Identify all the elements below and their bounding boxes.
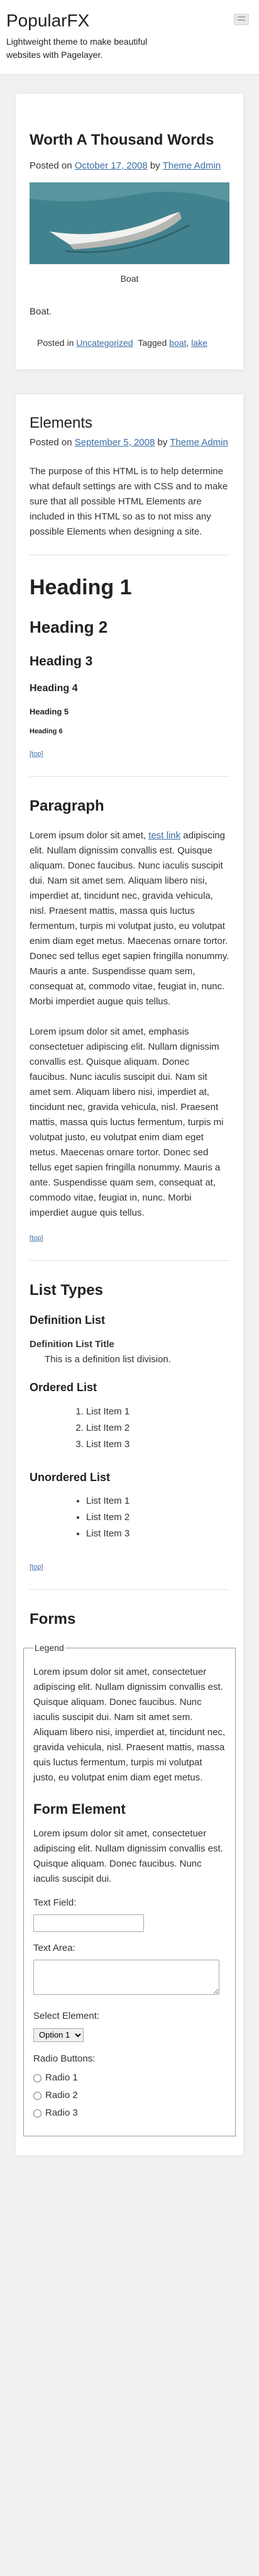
forms-heading: Forms <box>30 1611 76 1628</box>
category-link[interactable]: Uncategorized <box>76 338 133 348</box>
list-item: 1. List Item 1 <box>86 1404 229 1419</box>
radio-icon <box>33 2109 41 2118</box>
post-author-link[interactable]: Theme Admin <box>170 436 228 448</box>
radio-option-3[interactable]: Radio 3 <box>33 2106 226 2121</box>
paragraph-2: Lorem ipsum dolor sit amet, emphasis consectetuer adipiscing elit. Nullam dignissim convallis est. Quisque aliquam. Donec faucibus. Nunc iaculis suscipit dui. Nam sit amet sem. Aliquam libero nisi, imperdiet at, tincidunt nec, gravida vehicula, nisl. Praesent mattis, massa quis luctus fermentum, turpis mi volutpat justo, eu volutpat enim diam eget metus. Maecenas ornare tortor. Donec sed tellus eget sapien fringilla nonummy. Mauris a ante. Suspendisse quam sem, consequat at, commodo vitae, feugiat in, nunc. Morbi imperdiet augue quis tellus. <box>30 1026 224 1218</box>
intro-paragraph: The purpose of this HTML is to help determine what default settings are with CSS and to make sure that all possible HTML Elements are included in this HTML so as to not miss any possible Elements when designing a site. <box>30 465 228 537</box>
ordered-list <box>30 1404 229 1452</box>
list-item: 3. List Item 3 <box>86 1437 229 1452</box>
post-date-link[interactable]: October 17, 2008 <box>74 160 148 171</box>
list-types-heading: List Types <box>30 1281 103 1299</box>
heading-3: Heading 3 <box>30 653 93 669</box>
list-item: • List Item 1 <box>86 1494 229 1509</box>
list-item: • List Item 2 <box>86 1510 229 1525</box>
top-link[interactable]: [top] <box>30 1234 43 1242</box>
select-element[interactable] <box>33 2028 84 2042</box>
select-element-label: Select Element: <box>33 2011 100 2022</box>
radio-icon <box>33 2092 41 2100</box>
post-meta: Posted on October 17, 2008 by Theme Admin <box>30 160 221 171</box>
site-tagline: Lightweight theme to make beautiful websites with Pagelayer. <box>6 36 148 60</box>
ordered-list-heading: Ordered List <box>30 1380 97 1394</box>
heading-2: Heading 2 <box>30 618 108 637</box>
list-item: • List Item 3 <box>86 1526 229 1541</box>
boat-image <box>30 182 229 264</box>
site-title[interactable]: PopularFX <box>6 11 90 30</box>
text-field-input[interactable] <box>33 1914 144 1932</box>
post-author-link[interactable]: Theme Admin <box>162 160 221 171</box>
top-link[interactable]: [top] <box>30 750 43 758</box>
definition-description: This is a definition list division. <box>45 1353 171 1365</box>
post-title[interactable]: Worth A Thousand Words <box>30 131 214 148</box>
post-elements <box>16 394 243 2156</box>
image-caption: Boat <box>120 273 139 284</box>
radio-option-2[interactable]: Radio 2 <box>33 2088 226 2103</box>
legend-paragraph: Lorem ipsum dolor sit amet, consectetuer adipiscing elit. Nullam dignissim convallis est. Quisque aliquam. Donec faucibus. Nunc iaculis suscipit dui. Nam sit amet sem. Aliquam libero nisi, imperdiet at, tincidunt nec, gravida vehicula, nisl. Praesent mattis, massa quis luctus fermentum, turpis mi volutpat justo, eu volutpat enim diam eget metus. <box>33 1667 226 1784</box>
menu-toggle-button[interactable] <box>234 14 249 25</box>
radio-buttons-label: Radio Buttons: <box>33 2053 96 2065</box>
form-element-paragraph: Lorem ipsum dolor sit amet, consectetuer adipiscing elit. Nullam dignissim convallis est. Quisque aliquam. Donec faucibus. Nunc iaculis suscipit dui. <box>33 1828 223 1885</box>
post-footer: Posted in Uncategorized Tagged boat, lake <box>37 338 207 348</box>
text-field-label: Text Field: <box>33 1897 77 1909</box>
heading-4: Heading 4 <box>30 683 78 694</box>
unordered-list-heading: Unordered List <box>30 1470 111 1484</box>
tag-link-lake[interactable]: lake <box>191 338 207 348</box>
main-content <box>0 75 259 2156</box>
radio-icon <box>33 2074 41 2082</box>
post-meta: Posted on September 5, 2008 by Theme Admin <box>30 436 228 448</box>
text-area-input[interactable] <box>33 1960 219 1995</box>
heading-1: Heading 1 <box>30 575 132 599</box>
divider <box>30 776 229 777</box>
post-date-link[interactable]: September 5, 2008 <box>74 436 155 448</box>
definition-title: Definition List Title <box>30 1338 114 1350</box>
form-fieldset <box>23 1641 236 2137</box>
site-header <box>0 0 259 75</box>
post-title[interactable]: Elements <box>30 414 93 431</box>
divider <box>30 1260 229 1261</box>
form-element-heading: Form Element <box>33 1801 126 1818</box>
radio-option-1[interactable]: Radio 1 <box>33 2070 226 2085</box>
top-link[interactable]: [top] <box>30 1563 43 1572</box>
paragraph-1: Lorem ipsum dolor sit amet, test link adipiscing elit. Nullam dignissim convallis est. Quisque aliquam. Donec faucibus. Nunc iaculis suscipit dui. Nam sit amet sem. Aliquam libero nisi, imperdiet at, tincidunt nec, gravida vehicula, nisl. Praesent mattis, massa quis luctus fermentum, turpis mi volutpat justo, eu volutpat enim diam eget metus. Maecenas ornare tortor. Donec sed tellus eget sapien fringilla nonummy. Mauris a ante. Suspendisse quam sem, consequat at, commodo vitae, feugiat in, nunc. Morbi imperdiet augue quis tellus. <box>30 830 229 1007</box>
definition-list-heading: Definition List <box>30 1314 105 1327</box>
test-link[interactable]: test link <box>148 830 181 841</box>
unordered-list <box>30 1494 229 1541</box>
list-item: 2. List Item 2 <box>86 1421 229 1436</box>
hamburger-icon <box>238 16 245 18</box>
heading-6: Heading 6 <box>30 727 63 735</box>
paragraph-heading: Paragraph <box>30 797 104 815</box>
post-worth-a-thousand-words <box>16 94 243 369</box>
heading-5: Heading 5 <box>30 706 69 716</box>
post-body: Boat. <box>30 306 52 318</box>
fieldset-legend: Legend <box>35 1642 64 1653</box>
text-area-label: Text Area: <box>33 1943 75 1954</box>
divider <box>30 1589 229 1590</box>
tag-link-boat[interactable]: boat <box>169 338 187 348</box>
